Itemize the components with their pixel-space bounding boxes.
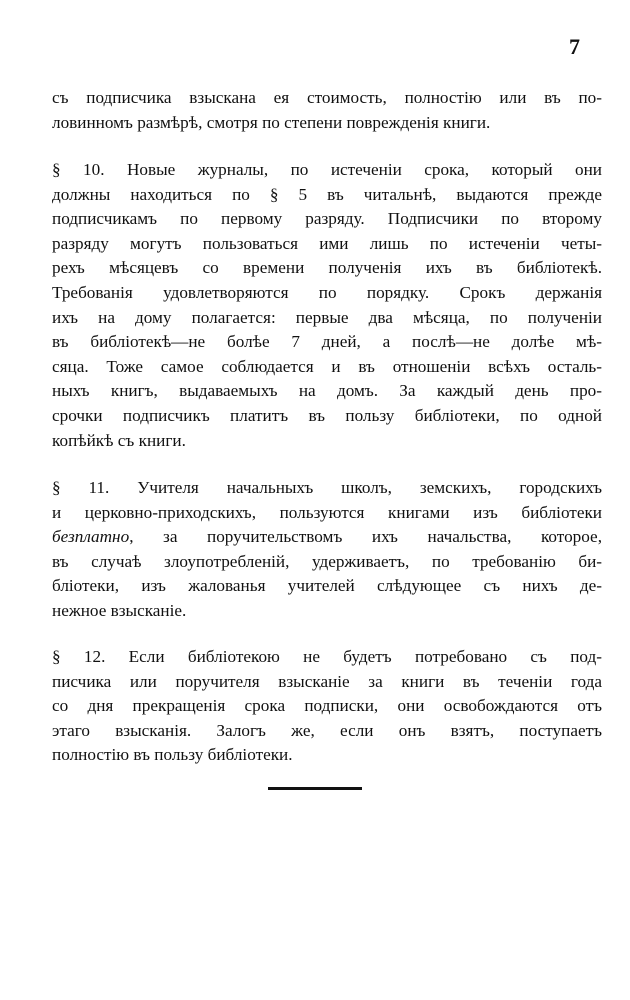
closing-rule [268, 787, 362, 790]
text-line: полностію въ пользу библіотеки. [52, 745, 293, 765]
paragraph-section-10 [52, 158, 602, 453]
text-line: подписчикамъ по первому разряду. Подписчики по второму [52, 209, 602, 229]
text-line: рехъ мѣсяцевъ со времени полученія ихъ въ библіотекѣ. [52, 258, 602, 278]
text-line: нежное взысканіе. [52, 600, 187, 620]
text-line: писчика или поручителя взысканіе за книги въ теченіи года [52, 671, 602, 691]
text-line: съ подписчика взыскана ея стоимость, полностію или въ по- [52, 88, 602, 107]
text-line: сяца. Тоже самое соблюдается и въ отношеніи всѣхъ осталь- [52, 356, 602, 376]
italic-word: безплатно [52, 527, 130, 547]
paragraph-section-11 [52, 476, 602, 624]
text-line: § 11. Учителя начальныхъ школъ, земскихъ, городскихъ [52, 478, 602, 497]
text-line: ловинномъ размѣрѣ, смотря по степени поврежденія книги. [52, 112, 491, 132]
text-line: срочки подписчикъ платитъ въ пользу библіотеки, по одной [52, 405, 602, 425]
text-line: этаго взысканія. Залогъ же, если онъ взятъ, поступаетъ [52, 720, 602, 740]
text-line: бліотеки, изъ жалованья учителей слѣдующее съ нихъ де- [52, 576, 602, 596]
paragraph-section-12 [52, 645, 602, 768]
page-number: 7 [569, 34, 580, 59]
paragraph-continuation [52, 86, 602, 135]
text-line: § 10. Новые журналы, по истеченіи срока, который они [52, 160, 602, 179]
text-line: въ случаѣ злоупотребленій, удерживаетъ, по требованію би- [52, 551, 602, 571]
text-line: въ библіотекѣ—не болѣе 7 дней, а послѣ—не долѣе мѣ- [52, 332, 602, 352]
text-line-with-italic [52, 525, 602, 550]
text-line: разряду могутъ пользоваться ими лишь по истеченіи четы- [52, 233, 602, 253]
text-line: копѣйкѣ съ книги. [52, 430, 186, 450]
text-line: должны находиться по § 5 въ читальнѣ, выдаются прежде [52, 184, 602, 204]
text-line: и церковно-приходскихъ, пользуются книгами изъ библіотеки [52, 502, 602, 522]
text-line: § 12. Если библіотекою не будетъ потребовано съ под- [52, 647, 602, 666]
text-line: ихъ на дому полагается: первые два мѣсяца, по полученіи [52, 307, 602, 327]
text-line-rest: , за поручительствомъ ихъ начальства, которое, [129, 527, 602, 547]
text-line: Требованія удовлетворяются по порядку. Срокъ держанія [52, 282, 602, 302]
text-line: со дня прекращенія срока подписки, они освобождаются отъ [52, 696, 602, 716]
text-line: ныхъ книгъ, выдаваемыхъ на домъ. За каждый день про- [52, 381, 602, 401]
